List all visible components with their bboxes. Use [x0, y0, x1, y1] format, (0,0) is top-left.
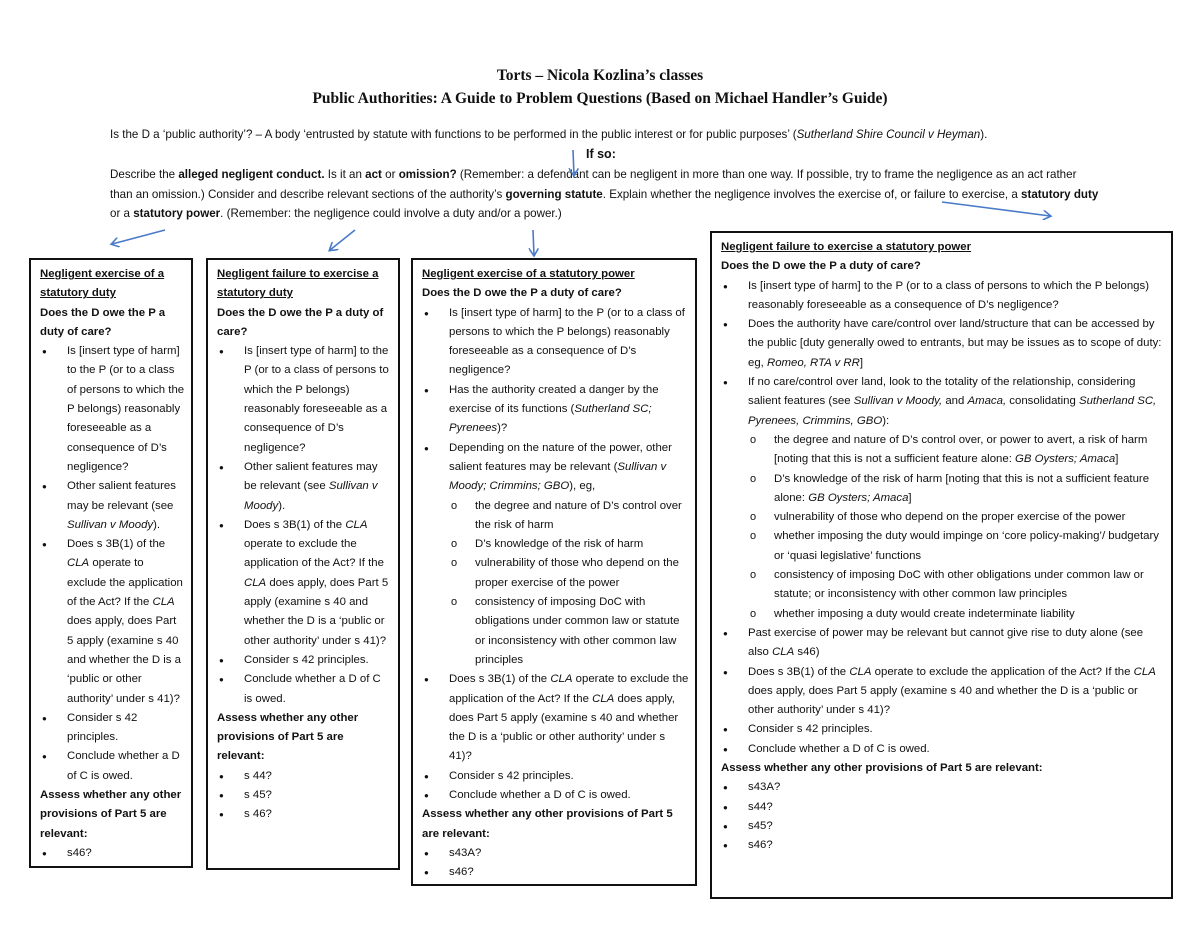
list-item: ● s46?: [422, 863, 689, 882]
duty-question: Does the D owe the P a duty of care?: [40, 306, 166, 338]
list-item: ● s 44?: [217, 767, 392, 786]
list-item: ● Conclude whether a D of C is owed.: [422, 786, 689, 805]
list-item: ● s46?: [40, 844, 185, 863]
checklist: [721, 277, 1165, 759]
box-heading: Negligent failure to exercise a statutory power: [721, 241, 972, 253]
list-item: ● Consider s 42 principles.: [217, 651, 392, 670]
assess-provisions: Assess whether any other provisions of Part 5 are relevant:: [721, 762, 1043, 775]
provisions-list: [40, 844, 185, 863]
checklist: [40, 342, 185, 786]
list-item: ● Other salient features may be relevant (see Sullivan v Moody).: [40, 477, 185, 535]
duty-question: Does the D owe the P a duty of care?: [422, 287, 622, 300]
sub-list-item: o D’s knowledge of the risk of harm [noting that this is not a sufficient feature alone: GB Oysters; Amaca]: [748, 470, 1165, 509]
list-item: ● s44?: [721, 798, 1165, 817]
list-item: ● Is [insert type of harm] to the P (or to a class of persons to which the P belongs) reasonably foreseeable as a consequence of D’s negligence?: [422, 304, 689, 381]
box-heading: Negligent failure to exercise a statutory duty: [217, 268, 379, 300]
list-item: ● If no care/control over land, look to the totality of the relationship, considering salient features (see Sullivan v Moody, and Amaca, consolidating Sutherland SC, Pyrenees, Crimmins, GBO): o the degree and nature of D’s control over, or power to avert, a risk of harm [noting that this is not a sufficient feature alone: GB Oysters; Amaca] o D’s knowledge of the risk of harm [noting that this is not a sufficient feature alone: GB Oysters; Amaca] o vulnerability of those who depend on the proper exercise of the power o whether imposing the duty would impinge on ‘core policy-making’/ budgetary or ‘quasi legislative’ functions o consistency of imposing DoC with other obligations under common law or statute; or inconsistency with other common law principles o whether imposing a duty would create indeterminate liability: [721, 373, 1165, 624]
box-negligent-exercise-statutory-duty: [29, 258, 193, 868]
list-item: ● Is [insert type of harm] to the P (or to a class of persons to which the P belongs) reasonably foreseeable as a consequence of D’s negligence?: [40, 342, 185, 477]
list-item: ● s43A?: [422, 844, 689, 863]
salient-features-list: [449, 497, 689, 671]
list-item: ● Is [insert type of harm] to the P (or to a class of persons to which the P belongs) reasonably foreseeable as a consequence of D’s negligence?: [217, 342, 392, 458]
list-item: ● Depending on the nature of the power, other salient features may be relevant (Sullivan v Moody; Crimmins; GBO), eg, o the degree and nature of D’s control over the risk of harm o D’s knowledge of the risk of harm o vulnerability of those who depend on the proper exercise of the power o consistency of imposing DoC with obligations under common law or statute or inconsistency with other common law principles: [422, 439, 689, 671]
list-item: ● Conclude whether a D of C is owed.: [217, 670, 392, 709]
list-item: ● Does s 3B(1) of the CLA operate to exclude the application of the Act? If the CLA does apply, does Part 5 apply (examine s 40 and whether the D is a ‘public or other authority’ under s 41)?: [217, 516, 392, 651]
box-negligent-exercise-statutory-power: [411, 258, 697, 886]
box-negligent-failure-statutory-duty: [206, 258, 400, 870]
list-item: ● Consider s 42 principles.: [40, 709, 185, 748]
duty-question: Does the D owe the P a duty of care?: [217, 306, 384, 338]
list-item: ● Does s 3B(1) of the CLA operate to exclude the application of the Act? If the CLA does apply, does Part 5 apply (examine s 40 and whether the D is a ‘public or other authority’ under s 41)?: [721, 663, 1165, 721]
list-item: ● Is [insert type of harm] to the P (or to a class of persons to which the P belongs) reasonably foreseeable as a consequence of D’s negligence?: [721, 277, 1165, 316]
arrow-to-box2-icon: [330, 230, 355, 250]
box-negligent-failure-statutory-power: [710, 231, 1173, 899]
list-item: ● Consider s 42 principles.: [721, 720, 1165, 739]
list-item: ● Consider s 42 principles.: [422, 767, 689, 786]
sub-list-item: o whether imposing a duty would create indeterminate liability: [748, 605, 1165, 624]
sub-list-item: o vulnerability of those who depend on the proper exercise of the power: [449, 554, 689, 593]
assess-provisions: Assess whether any other provisions of Part 5 are relevant:: [217, 711, 359, 763]
provisions-list: [422, 844, 689, 883]
list-item: ● s46?: [721, 836, 1165, 855]
sub-list-item: o consistency of imposing DoC with obligations under common law or statute or inconsistency with other common law principles: [449, 593, 689, 670]
provisions-list: [721, 778, 1165, 855]
list-item: ● Does s 3B(1) of the CLA operate to exclude the application of the Act? If the CLA does apply, does Part 5 apply (examine s 40 and whether the D is a ‘public or other authority’ under s 41)?: [40, 535, 185, 709]
assess-provisions: Assess whether any other provisions of Part 5 are relevant:: [422, 808, 673, 840]
intro-describe-conduct: Describe the alleged negligent conduct. Is it an act or omission? (Remember: a defendant can be negligent in more than one way. If possible, try to frame the negligence as an act rather than an omission.) Consider and describe relevant sections of the authority’s governing statute. Explain whether the negligence involves the exercise of, or failure to exercise, a statutory duty or a statutory power. (Remember: the negligence could involve a duty and/or a power.): [110, 168, 1099, 220]
if-so-label: If so:: [586, 147, 616, 161]
box-heading: Negligent exercise of a statutory power: [422, 268, 635, 280]
list-item: ● Does s 3B(1) of the CLA operate to exclude the application of the Act? If the CLA does apply, does Part 5 apply (examine s 40 and whether the D is a ‘public or other authority’ under s 41)?: [422, 670, 689, 766]
intro-public-authority-question: Is the D a ‘public authority’? – A body ‘entrusted by statute with functions to be performed in the public interest or for public purposes’ (Sutherland Shire Council v Heyman).: [110, 128, 988, 141]
document-title: Torts – Nicola Kozlina’s classes: [496, 67, 704, 84]
assess-provisions: Assess whether any other provisions of Part 5 are relevant:: [40, 789, 182, 840]
provisions-list: [217, 767, 392, 825]
list-item: ● Past exercise of power may be relevant but cannot give rise to duty alone (see also CLA s46): [721, 624, 1165, 663]
sub-list-item: o the degree and nature of D’s control over, or power to avert, a risk of harm [noting that this is not a sufficient feature alone: GB Oysters; Amaca]: [748, 431, 1165, 470]
salient-features-list: [748, 431, 1165, 624]
arrow-to-box3-icon: [533, 230, 534, 255]
list-item: ● Conclude whether a D of C is owed.: [721, 740, 1165, 759]
box-heading: Negligent exercise of a statutory duty: [40, 268, 165, 300]
list-item: ● s 45?: [217, 786, 392, 805]
list-item: ● Conclude whether a D of C is owed.: [40, 747, 185, 786]
sub-list-item: o D’s knowledge of the risk of harm: [449, 535, 689, 554]
checklist: [422, 304, 689, 806]
arrow-to-box1-icon: [112, 230, 165, 244]
list-item: ● s45?: [721, 817, 1165, 836]
sub-list-item: o the degree and nature of D’s control over the risk of harm: [449, 497, 689, 536]
sub-list-item: o vulnerability of those who depend on the proper exercise of the power: [748, 508, 1165, 527]
list-item: ● Has the authority created a danger by the exercise of its functions (Sutherland SC; Pyrenees)?: [422, 381, 689, 439]
document-subtitle: Public Authorities: A Guide to Problem Questions (Based on Michael Handler’s Guide): [312, 90, 888, 107]
list-item: ● Other salient features may be relevant (see Sullivan v Moody).: [217, 458, 392, 516]
list-item: ● Does the authority have care/control over land/structure that can be accessed by the public [duty generally owed to entrants, but may be issues as to scope of duty: eg, Romeo, RTA v RR]: [721, 315, 1165, 373]
list-item: ● s 46?: [217, 805, 392, 824]
sub-list-item: o consistency of imposing DoC with other obligations under common law or statute; or inconsistency with other common law principles: [748, 566, 1165, 605]
checklist: [217, 342, 392, 709]
sub-list-item: o whether imposing the duty would impinge on ‘core policy-making’/ budgetary or ‘quasi legislative’ functions: [748, 527, 1165, 566]
list-item: ● s43A?: [721, 778, 1165, 797]
duty-question: Does the D owe the P a duty of care?: [721, 260, 921, 273]
